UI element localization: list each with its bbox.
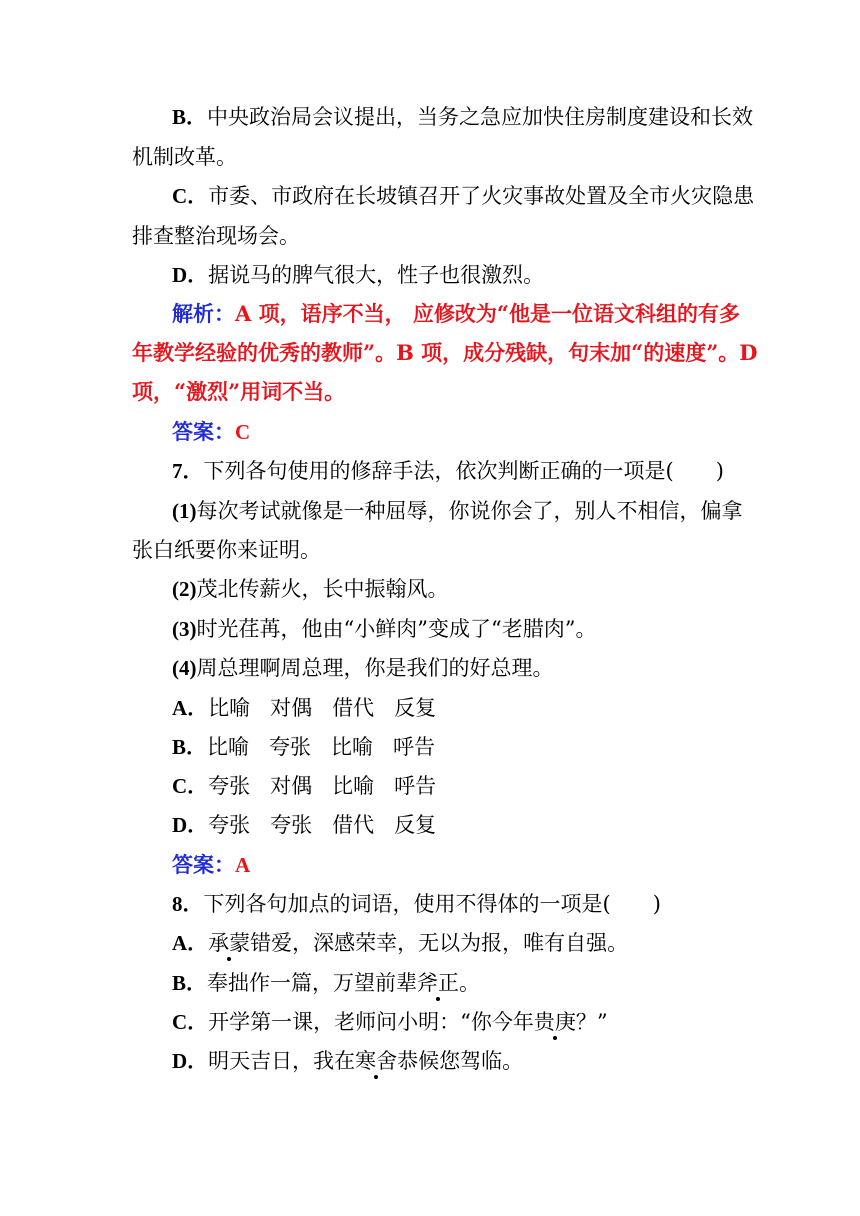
dotted-word: 承蒙	[208, 931, 251, 955]
option-letter: A．	[172, 696, 209, 720]
q7-answer	[172, 851, 250, 879]
answer-value: A	[235, 853, 251, 877]
option-text: 明天吉日，我在	[208, 1049, 356, 1073]
option-item: 比喻	[332, 774, 375, 798]
option-letter: D．	[172, 813, 209, 837]
analysis-text: 项，“激烈”用词不当。	[132, 379, 346, 404]
option-item: 比喻	[208, 696, 251, 720]
option-text: 机制改革。	[132, 145, 237, 169]
option-letter: C．	[172, 774, 209, 798]
option-item: 夸张	[208, 813, 251, 837]
option-item: 呼告	[394, 774, 437, 798]
q6-option-b	[172, 103, 753, 131]
q8-option-d	[172, 1047, 523, 1075]
sentence-text: 张白纸要你来证明。	[132, 538, 321, 562]
option-text: 中央政治局会议提出，当务之急应加快住房制度建设和长效	[207, 105, 754, 129]
option-letter: B．	[172, 735, 208, 759]
q6-option-d	[172, 261, 544, 289]
option-item: 夸张	[270, 813, 313, 837]
option-text: 据说马的脾气很大，性子也很激烈。	[208, 263, 545, 287]
sentence-number: (1)	[172, 499, 197, 523]
q6-option-c-cont	[132, 222, 300, 250]
q7-option-c	[172, 772, 456, 800]
answer-value: C	[235, 420, 251, 444]
sentence-number: (4)	[172, 656, 197, 680]
option-item: 对偶	[270, 774, 313, 798]
question-stem: 下列各句加点的词语，使用不得体的一项是( )	[203, 892, 661, 916]
q8-option-c	[172, 1008, 608, 1036]
answer-label: 答案：	[172, 852, 235, 877]
question-number: 7．	[172, 459, 204, 483]
option-item: 比喻	[331, 735, 374, 759]
option-text: 恭候您驾临。	[397, 1049, 524, 1073]
sentence-text: 时光荏苒，他由“小鲜肉”变成了“老腊肉”。	[196, 617, 597, 641]
q7-sentence-3	[172, 615, 596, 643]
question-stem: 下列各句使用的修辞手法，依次判断正确的一项是( )	[203, 459, 724, 483]
sentence-number: (2)	[172, 577, 197, 601]
option-letter: D．	[172, 1049, 209, 1073]
option-text: 奉拙作一篇，万望前辈	[207, 971, 418, 995]
q7-option-a	[172, 694, 456, 722]
q6-analysis-line-1	[172, 300, 740, 328]
analysis-text: 年教学经验的优秀的教师”。B 项，成分残缺，句末加“的速度”。D	[132, 340, 758, 365]
option-text: 排查整治现场会。	[132, 224, 300, 248]
sentence-text: 周总理啊周总理，你是我们的好总理。	[196, 656, 554, 680]
option-letter: B．	[172, 971, 208, 995]
option-item: 比喻	[207, 735, 250, 759]
sentence-text: 茂北传薪火，长中振翰风。	[196, 577, 449, 601]
q7-sentence-1	[172, 497, 743, 525]
q8-stem	[172, 890, 661, 918]
answer-label: 答案：	[172, 419, 235, 444]
question-number: 8．	[172, 892, 204, 916]
option-item: 呼告	[393, 735, 436, 759]
option-text: 。	[459, 971, 481, 995]
option-text: 错爱，深感荣幸，无以为报，唯有自强。	[250, 931, 629, 955]
q6-option-c	[172, 182, 754, 210]
option-text: 市委、市政府在长坡镇召开了火灾事故处置及全市火灾隐患	[208, 184, 755, 208]
dotted-word: 寒舍	[355, 1049, 398, 1073]
dotted-word: 贵庚	[533, 1010, 576, 1034]
option-letter: C．	[172, 1010, 209, 1034]
dotted-word: 斧正	[417, 971, 460, 995]
q6-option-b-cont	[132, 143, 237, 171]
option-item: 反复	[394, 813, 437, 837]
option-letter: C．	[172, 184, 209, 208]
option-item: 反复	[394, 696, 437, 720]
option-item: 对偶	[270, 696, 313, 720]
option-text: ？”	[575, 1010, 608, 1034]
q7-sentence-4	[172, 654, 554, 682]
q7-sentence-1-cont	[132, 536, 321, 564]
sentence-text: 每次考试就像是一种屈辱，你说你会了，别人不相信，偏拿	[196, 499, 743, 523]
q7-sentence-2	[172, 575, 449, 603]
option-text: 开学第一课，老师问小明：“你今年	[208, 1010, 534, 1034]
q6-analysis-line-3	[132, 378, 345, 406]
option-item: 夸张	[269, 735, 312, 759]
analysis-label: 解析：	[172, 301, 235, 326]
option-letter: A．	[172, 931, 209, 955]
option-letter: B．	[172, 105, 208, 129]
sentence-number: (3)	[172, 617, 197, 641]
q8-option-b	[172, 969, 480, 997]
analysis-text: A 项，语序不当， 应修改为“他是一位语文科组的有多	[235, 301, 740, 326]
option-letter: D．	[172, 263, 209, 287]
q6-answer	[172, 418, 250, 446]
q7-option-d	[172, 811, 456, 839]
q7-stem	[172, 457, 724, 485]
q6-analysis-line-2	[132, 339, 758, 367]
option-item: 夸张	[208, 774, 251, 798]
option-item: 借代	[332, 696, 375, 720]
q8-option-a	[172, 929, 628, 957]
q7-option-b	[172, 733, 455, 761]
option-item: 借代	[332, 813, 375, 837]
